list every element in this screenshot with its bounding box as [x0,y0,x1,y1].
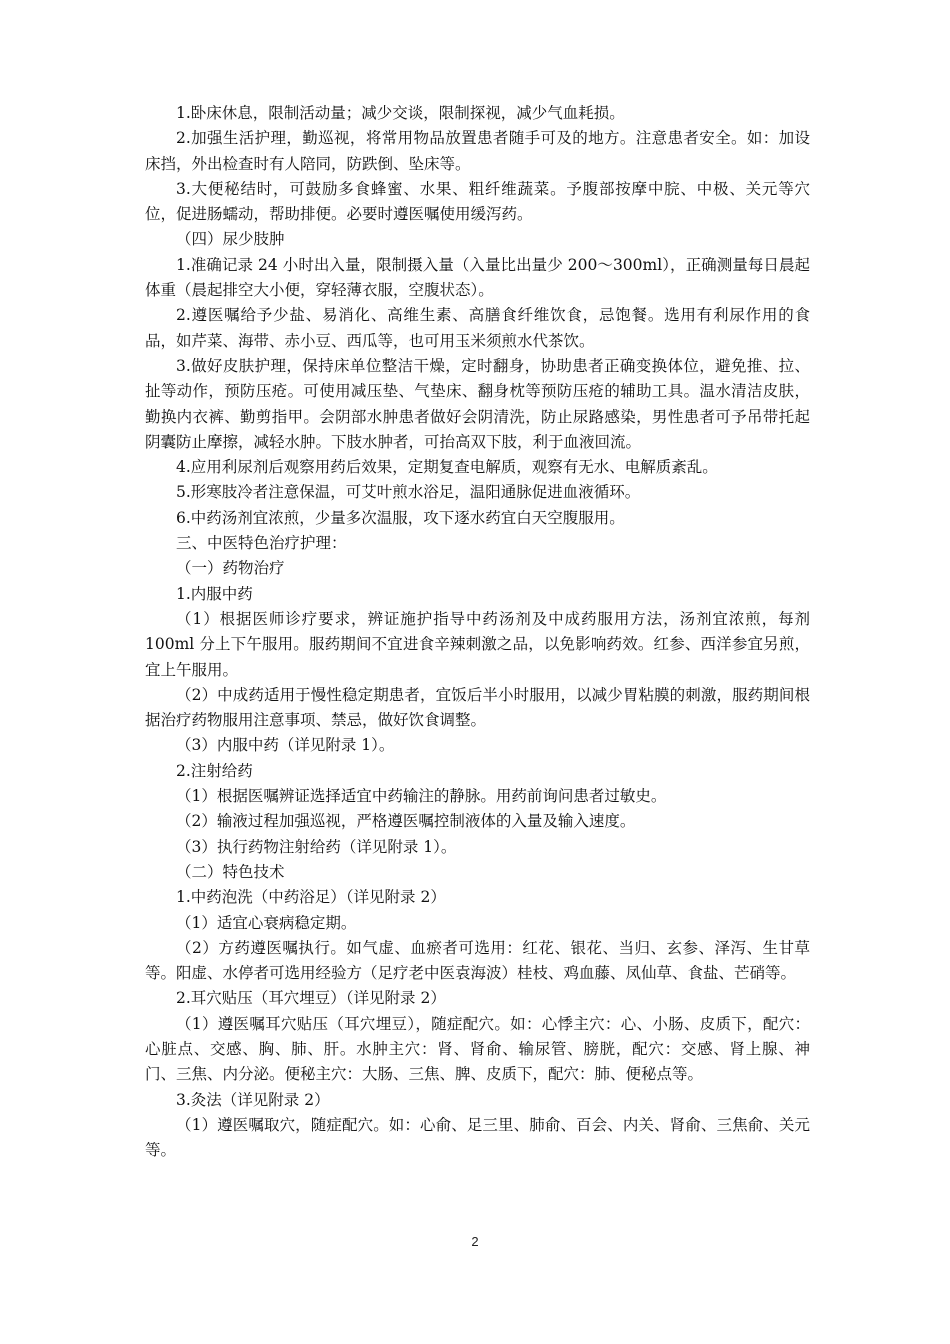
item-heading: 2.注射给药 [176,761,253,780]
paragraph: （1）适宜心衰病稳定期。 [176,913,357,932]
paragraph: 5.形寒肢冷者注意保温，可艾叶煎水浴足，温阳通脉促进血液循环。 [176,483,641,502]
body-text [145,101,810,1163]
paragraph: （1）遵医嘱取穴，随症配穴。如：心俞、足三里、肺俞、百会、内关、肾俞、三焦俞、关元等。 [145,1115,810,1160]
section-heading: 三、中医特色治疗护理： [176,534,347,553]
paragraph: 6.中药汤剂宜浓煎，少量多次温服，攻下逐水药宜白天空腹服用。 [176,508,625,527]
paragraph: （2）方药遵医嘱执行。如气虚、血瘀者可选用：红花、银花、当归、玄参、泽泻、生甘草等。阳虚、水停者可选用经验方（足疗老中医袁海波）桂枝、鸡血藤、凤仙草、食盐、芒硝等。 [145,938,810,983]
page-number: 2 [471,1234,479,1249]
paragraph: 2.加强生活护理，勤巡视，将常用物品放置患者随手可及的地方。注意患者安全。如：加设床挡，外出检查时有人陪同，防跌倒、坠床等。 [145,129,810,173]
paragraph: 3.做好皮肤护理，保持床单位整洁干燥，定时翻身，协助患者正确变换体位，避免推、拉、扯等动作，预防压疮。可使用减压垫、气垫床、翻身枕等预防压疮的辅助工具。温水清洁皮肤，勤换内衣裤、勤剪指甲。会阴部水肿患者做好会阴清洗，防止尿路感染，男性患者可予吊带托起阴囊防止摩擦，减轻水肿。下肢水肿者，可抬高双下肢，利于血液回流。 [145,356,810,451]
paragraph: （1）遵医嘱耳穴贴压（耳穴埋豆），随症配穴。如：心悸主穴：心、小肠、皮质下，配穴：心脏点、交感、胸、肺、肝。水肿主穴：肾、肾俞、输尿管、膀胱，配穴：交感、肾上腺、神门、三焦、内分泌。便秘主穴：大肠、三焦、脾、皮质下，配穴：肺、便秘点等。 [145,1014,810,1084]
item-heading: 1.中药泡洗（中药浴足）（详见附录 2） [176,888,446,907]
subsection-heading: （一）药物治疗 [176,559,285,578]
item-heading: 3.灸法（详见附录 2） [176,1090,330,1109]
paragraph: 1.卧床休息，限制活动量；减少交谈，限制探视，减少气血耗损。 [176,104,625,122]
paragraph: （3）执行药物注射给药（详见附录 1）。 [176,837,457,856]
subsection-heading: （二）特色技术 [176,862,285,881]
paragraph: （2）输液过程加强巡视，严格遵医嘱控制液体的入量及输入速度。 [176,812,636,831]
paragraph: （3）内服中药（详见附录 1）。 [176,736,395,755]
paragraph: 4.应用利尿剂后观察用药后效果，定期复查电解质，观察有无水、电解质紊乱。 [176,458,718,477]
paragraph: （1）根据医师诊疗要求，辨证施护指导中药汤剂及中成药服用方法，汤剂宜浓煎，每剂 100ml 分上下午服用。服药期间不宜进食辛辣刺激之品，以免影响药效。红参、西洋参宜另煎，宜上午服用。 [145,609,810,679]
paragraph: 2.遵医嘱给予少盐、易消化、高维生素、高膳食纤维饮食，忌饱餐。选用有利尿作用的食品，如芹菜、海带、赤小豆、西瓜等，也可用玉米须煎水代茶饮。 [145,306,810,350]
item-heading: 1.内服中药 [176,584,253,603]
paragraph: （1）根据医嘱辨证选择适宜中药输注的静脉。用药前询问患者过敏史。 [176,787,667,806]
paragraph: （2）中成药适用于慢性稳定期患者，宜饭后半小时服用，以减少胃粘膜的刺激，服药期间根据治疗药物服用注意事项、禁忌，做好饮食调整。 [145,685,810,730]
item-heading: 2.耳穴贴压（耳穴埋豆）（详见附录 2） [176,989,446,1008]
paragraph: 3.大便秘结时，可鼓励多食蜂蜜、水果、粗纤维蔬菜。予腹部按摩中脘、中极、关元等穴位，促进肠蠕动，帮助排便。必要时遵医嘱使用缓泻药。 [145,179,810,224]
section-heading: （四）尿少肢肿 [176,230,285,249]
paragraph: 1.准确记录 24 小时出入量，限制摄入量（入量比出量少 200～300ml），正确测量每日晨起体重（晨起排空大小便，穿轻薄衣服，空腹状态）。 [145,255,810,300]
